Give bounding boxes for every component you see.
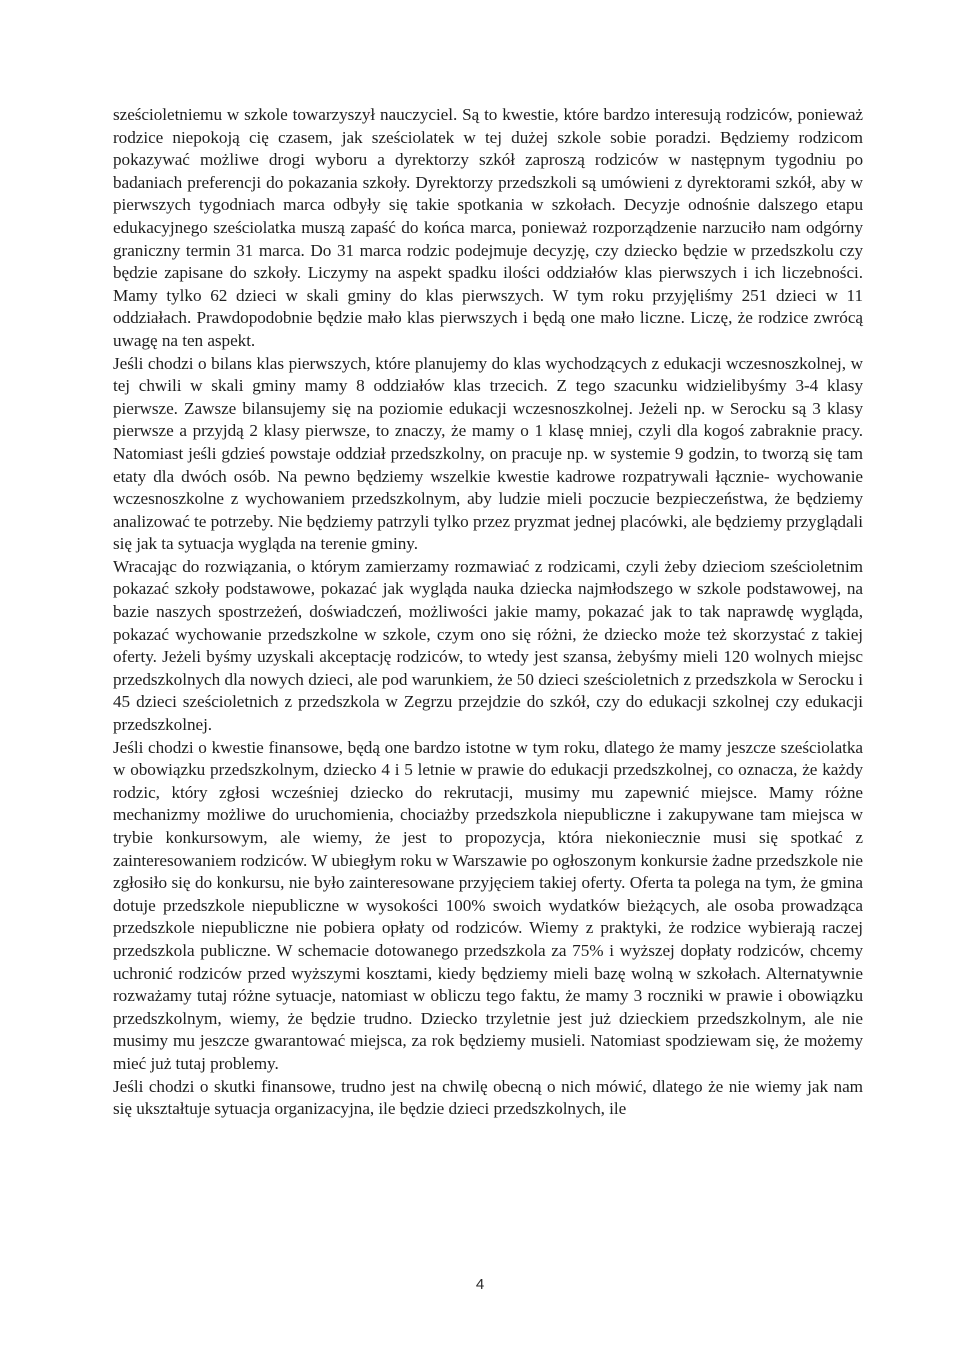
paragraph-5: Jeśli chodzi o skutki finansowe, trudno jest na chwilę obecną o nich mówić, dlatego że nie wiemy jak nam się ukształtuje sytuacja organizacyjna, ile będzie dzieci przedszkolnych, ile	[113, 1076, 863, 1119]
paragraph-1: sześcioletniemu w szkole towarzyszył nauczyciel. Są to kwestie, które bardzo interesują rodziców, ponieważ rodzice niepokoją cię czasem, jak sześciolatek w tej dużej szkole sobie poradzi. Będziemy rodzicom pokazywać możliwe drogi wyboru a dyrektorzy szkół zaproszą rodziców w następnym tygodniu po badaniach preferencji do pokazania szkoły. Dyrektorzy przedszkoli są umówieni z dyrektorami szkół, aby w pierwszych tygodniach marca odbyły się takie spotkania w szkołach. Decyzje odnośnie dalszego etapu edukacyjnego sześciolatka muszą zapaść do końca marca, ponieważ rozporządzenie narzuciło nam odgórny graniczny termin 31 marca. Do 31 marca rodzic podejmuje decyzję, czy dziecko będzie w przedszkolu czy będzie zapisane do szkoły. Liczymy na aspekt spadku ilości oddziałów klas pierwszych i ich liczebności. Mamy tylko 62 dzieci w skali gminy do klas pierwszych. W tym roku przyjęliśmy 251 dzieci w 11 oddziałach. Prawdopodobnie będzie mało klas pierwszych i będą one mało liczne. Liczę, że rodzice zwrócą uwagę na ten aspekt.	[113, 105, 863, 350]
paragraph-2: Jeśli chodzi o bilans klas pierwszych, które planujemy do klas wychodzących z edukacji wczesnoszkolnej, w tej chwili w skali gminy mamy 8 oddziałów klas trzecich. Z tego szacunku widzielibyśmy 3-4 klasy pierwsze. Zawsze bilansujemy się na poziomie edukacji wczesnoszkolnej. Jeżeli np. w Serocku są 3 klasy pierwsze a przyjdą 2 klasy pierwsze, to znaczy, że mamy o 1 klasę mniej, czyli dla kogoś zabraknie pracy. Natomiast jeśli gdzieś powstaje oddział przedszkolny, on pracuje np. w systemie 9 godzin, to tworzą się tam etaty dla dwóch osób. Na pewno będziemy wszelkie kwestie kadrowe rozpatrywali łącznie- wychowanie wczesnoszkolne z wychowaniem przedszkolnym, aby ludzie mieli poczucie bezpieczeństwa, że będziemy analizować te potrzeby. Nie będziemy patrzyli tylko przez pryzmat jednej placówki, ale będziemy przyglądali się jak ta sytuacja wygląda na terenie gminy.	[113, 353, 863, 554]
document-body	[113, 104, 863, 1121]
page-number: 4	[475, 1276, 485, 1293]
paragraph-4: Jeśli chodzi o kwestie finansowe, będą one bardzo istotne w tym roku, dlatego że mamy jeszcze sześciolatka w obowiązku przedszkolnym, dziecko 4 i 5 letnie w prawie do edukacji przedszkolnej, co oznacza, że każdy rodzic, który zgłosi wcześniej dziecko do rekrutacji, musimy mu zapewnić miejsce. Mamy różne mechanizmy możliwe do uruchomienia, chociażby przedszkola niepubliczne i zakupywane tam miejsca w trybie konkursowym, ale wiemy, że jest to propozycja, która niekoniecznie musi się spotkać z zainteresowaniem rodziców. W ubiegłym roku w Warszawie po ogłoszonym konkursie żadne przedszkole nie zgłosiło się do konkursu, nie było zainteresowane przyjęciem takiej oferty. Oferta ta polega na tym, że gmina dotuje przedszkole niepubliczne w wysokości 100% swoich wydatków bieżących, ale osoba prowadząca przedszkole niepubliczne nie pobiera opłaty od rodziców. Wiemy z praktyki, że rodzice wybierają raczej przedszkola publiczne. W schemacie dotowanego przedszkola za 75% i wyższej dopłaty rodziców, chcemy uchronić rodziców przed wyższymi kosztami, kiedy będziemy mieli bazę wolną w szkołach. Alternatywnie rozważamy tutaj różne sytuacje, natomiast w obliczu tego faktu, że mamy 3 roczniki w prawie i obowiązku przedszkolnym, wiemy, że będzie trudno. Dziecko trzyletnie jest już dzieckiem przedszkolnym, ale nie musimy mu jeszcze gwarantować miejsca, za rok będziemy musieli. Natomiast spodziewam się, że możemy mieć już tutaj problemy.	[113, 737, 863, 1073]
paragraph-3: Wracając do rozwiązania, o którym zamierzamy rozmawiać z rodzicami, czyli żeby dzieciom sześcioletnim pokazać szkoły podstawowe, pokazać jak wygląda nauka dziecka najmłodszego w szkole podstawowej, na bazie naszych spostrzeżeń, doświadczeń, możliwości jakie mamy, pokazać jak to tak naprawdę wygląda, pokazać wychowanie przedszkolne w szkole, czym ono się różni, że dziecko może też skorzystać z takiej oferty. Jeżeli byśmy uzyskali akceptację rodziców, to wtedy jest szansa, żebyśmy mieli 120 wolnych miejsc przedszkolnych dla nowych dzieci, ale pod warunkiem, że 50 dzieci sześcioletnich z przedszkola w Serocku i 45 dzieci sześcioletnich z przedszkola w Zegrzu przejdzie do szkół, czy do edukacji szkolnej czy edukacji przedszkolnej.	[113, 556, 863, 735]
